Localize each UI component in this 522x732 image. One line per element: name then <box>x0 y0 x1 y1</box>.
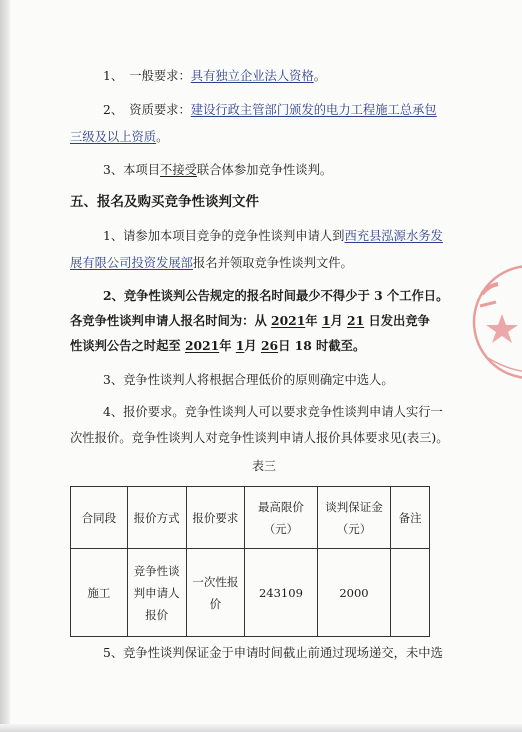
table-header-row <box>71 487 430 549</box>
header-section: 合同段 <box>71 487 128 549</box>
section-heading: 五、报名及购买竞争性谈判文件 <box>70 194 259 210</box>
cell-requirement: 一次性报 价 <box>186 549 245 637</box>
requirement-qualification: 2、 资质要求：建设行政主管部门颁发的电力工程施工总承包 <box>103 103 437 117</box>
paragraph-2-cont-b: 性谈判公告之时起至 2021年 1月 26日 18 时截至。 <box>70 338 366 353</box>
paragraph-2-cont-a: 各竞争性谈判申请人报名时间为：从 2021年 1月 21 日发出竞争 <box>70 313 430 328</box>
requirement-consortium: 3、本项目不接受联合体参加竞争性谈判。 <box>103 163 333 177</box>
requirement-general: 1、 一般要求：具有独立企业法人资格。 <box>103 69 327 83</box>
requirement-qualification-cont: 三级及以上资质。 <box>70 130 169 144</box>
quote-table <box>70 486 430 637</box>
paragraph-3: 3、竞争性谈判人将根据合理低价的原则确定中选人。 <box>103 373 394 387</box>
table-row <box>71 549 430 637</box>
paragraph-1: 1、请参加本项目竞争的竞争性谈判申请人到西充县泓源水务发 <box>103 229 443 243</box>
paragraph-4-cont: 次性报价。竞争性谈判人对竞争性谈判申请人报价具体要求见(表三)。 <box>70 431 449 445</box>
header-remark: 备注 <box>391 487 430 549</box>
scan-edge-bottom <box>0 724 522 732</box>
table-caption: 表三 <box>252 459 277 473</box>
official-seal-partial <box>468 262 522 392</box>
cell-max-price: 243109 <box>245 549 318 637</box>
scan-edge-left <box>0 0 10 732</box>
cell-method: 竞争性谈 判申请人 报价 <box>127 549 186 637</box>
paragraph-2: 2、竞争性谈判公告规定的报名时间最少不得少于 3 个工作日。 <box>103 288 449 303</box>
header-deposit: 谈判保证金 （元） <box>317 487 391 549</box>
header-max-price: 最高限价 （元） <box>245 487 318 549</box>
paragraph-4: 4、报价要求。竞争性谈判人可以要求竞争性谈判申请人实行一 <box>103 405 443 419</box>
cell-deposit: 2000 <box>317 549 391 637</box>
cell-remark <box>391 549 430 637</box>
cell-section: 施工 <box>71 549 128 637</box>
header-requirement: 报价要求 <box>186 487 245 549</box>
paragraph-5: 5、竞争性谈判保证金于申请时间截止前通过现场递交，未中选 <box>103 646 443 660</box>
paragraph-1-cont: 展有限公司投资发展部报名并领取竞争性谈判文件。 <box>70 256 353 270</box>
header-method: 报价方式 <box>127 487 186 549</box>
